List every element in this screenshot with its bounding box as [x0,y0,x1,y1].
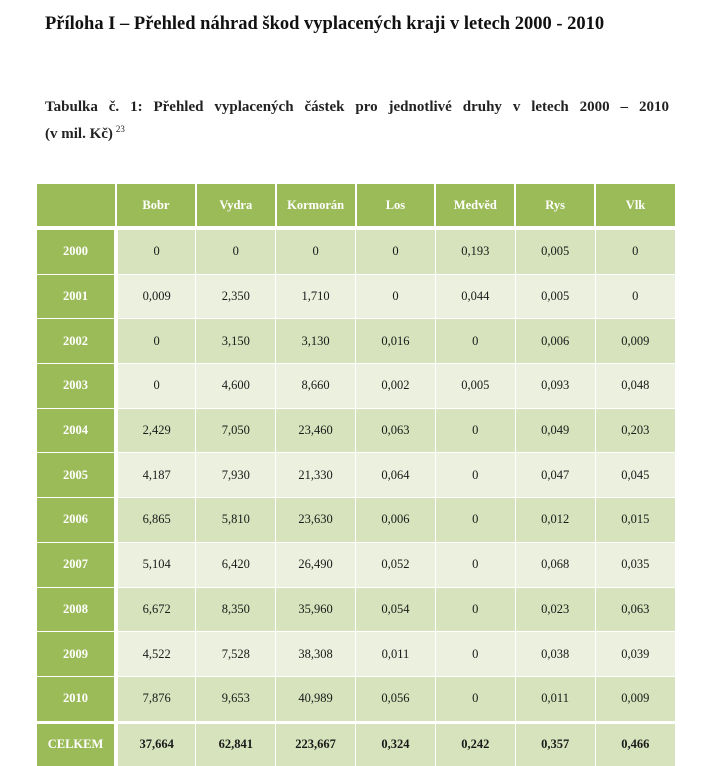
table-cell: 0,015 [595,498,675,543]
table-caption [45,96,669,145]
table-cell: 0 [435,542,515,587]
table-cell: 2,350 [196,274,276,319]
total-cell: 62,841 [196,722,276,766]
table-cell: 0 [116,319,196,364]
table-cell: 0,047 [515,453,595,498]
table-cell: 26,490 [276,542,356,587]
table-cell: 0,045 [595,453,675,498]
table-row [37,542,675,587]
row-year-label: 2002 [37,319,116,364]
table-cell: 0,063 [595,587,675,632]
column-header: Medvěd [435,184,515,228]
table-cell: 0,044 [435,274,515,319]
table-cell: 0 [595,228,675,274]
table-cell: 2,429 [116,408,196,453]
table-cell: 8,660 [276,364,356,409]
table-cell: 5,810 [196,498,276,543]
total-cell: 0,324 [356,722,436,766]
table-cell: 0 [595,274,675,319]
table-cell: 0,063 [356,408,436,453]
header-corner-cell [37,184,116,228]
table-cell: 38,308 [276,632,356,677]
caption-word: 2000 [579,99,610,115]
column-header: Rys [515,184,595,228]
caption-word: č. [108,99,120,115]
table-cell: 0 [276,228,356,274]
column-header: Vlk [595,184,675,228]
row-year-label: 2005 [37,453,116,498]
row-year-label: 2000 [37,228,116,274]
table-cell: 0 [116,364,196,409]
table-cell: 0 [356,274,436,319]
column-header: Kormorán [276,184,356,228]
caption-word: – [620,99,629,115]
table-cell: 0 [435,587,515,632]
table-cell: 0 [435,408,515,453]
table-cell: 0,012 [515,498,595,543]
table-row [37,319,675,364]
table-row [37,274,675,319]
table-cell: 40,989 [276,676,356,722]
table-row [37,453,675,498]
table-cell: 1,710 [276,274,356,319]
damages-table [37,184,675,766]
column-header: Vydra [196,184,276,228]
caption-word: 1: [130,99,143,115]
table-cell: 4,522 [116,632,196,677]
table-cell: 0,009 [116,274,196,319]
table-row [37,587,675,632]
table-cell: 0,054 [356,587,436,632]
caption-word: jednotlivé [388,99,452,115]
table-cell: 6,672 [116,587,196,632]
table-cell: 0 [196,228,276,274]
caption-word: v [512,99,521,115]
table-cell: 9,653 [196,676,276,722]
table-cell: 0,005 [435,364,515,409]
table-row [37,498,675,543]
row-year-label: 2003 [37,364,116,409]
total-cell: 0,357 [515,722,595,766]
caption-unit: (v mil. Kč) [45,126,113,142]
table-header-row [37,184,675,228]
table-cell: 0,064 [356,453,436,498]
table-cell: 0 [435,498,515,543]
table-cell: 0,005 [515,274,595,319]
table-cell: 7,876 [116,676,196,722]
table-cell: 0,056 [356,676,436,722]
table-cell: 21,330 [276,453,356,498]
table-cell: 0,035 [595,542,675,587]
table-cell: 0,009 [595,676,675,722]
table-body [37,228,675,722]
table-cell: 23,630 [276,498,356,543]
row-year-label: 2004 [37,408,116,453]
table-cell: 0,038 [515,632,595,677]
caption-word: pro [355,99,378,115]
total-cell: 37,664 [116,722,196,766]
row-year-label: 2006 [37,498,116,543]
table-cell: 7,050 [196,408,276,453]
table-cell: 0 [356,228,436,274]
table-cell: 6,865 [116,498,196,543]
table-cell: 0,068 [515,542,595,587]
table-cell: 0,006 [515,319,595,364]
table-cell: 0,049 [515,408,595,453]
caption-word: vyplacených [214,99,294,115]
caption-line-1 [45,96,669,118]
table-row [37,632,675,677]
footnote-marker: 23 [115,124,125,134]
table-cell: 0,011 [515,676,595,722]
table-cell: 0,023 [515,587,595,632]
table-cell: 0 [116,228,196,274]
table-cell: 7,528 [196,632,276,677]
table-cell: 8,350 [196,587,276,632]
table-cell: 0 [435,676,515,722]
caption-line-2 [45,118,669,145]
total-label: CELKEM [37,722,116,766]
table-cell: 0 [435,453,515,498]
table-cell: 6,420 [196,542,276,587]
table-row [37,408,675,453]
caption-word: Přehled [153,99,204,115]
table-cell: 0,005 [515,228,595,274]
row-year-label: 2008 [37,587,116,632]
table-cell: 4,600 [196,364,276,409]
total-cell: 0,242 [435,722,515,766]
caption-word: 2010 [638,99,669,115]
row-year-label: 2007 [37,542,116,587]
column-header: Los [356,184,436,228]
table-cell: 0,002 [356,364,436,409]
table-total-row [37,722,675,766]
table-cell: 0,016 [356,319,436,364]
table-cell: 3,150 [196,319,276,364]
row-year-label: 2001 [37,274,116,319]
table-row [37,676,675,722]
table-cell: 0,006 [356,498,436,543]
caption-word: druhy [462,99,502,115]
column-header: Bobr [116,184,196,228]
table-cell: 0,039 [595,632,675,677]
table-cell: 0,203 [595,408,675,453]
table-cell: 0 [435,319,515,364]
table-cell: 3,130 [276,319,356,364]
table-cell: 5,104 [116,542,196,587]
table-cell: 0,193 [435,228,515,274]
table-cell: 7,930 [196,453,276,498]
page-title: Příloha I – Přehled náhrad škod vyplacených kraji v letech 2000 - 2010 [45,14,605,34]
caption-word: Tabulka [45,99,98,115]
table-row [37,364,675,409]
table-cell: 0,052 [356,542,436,587]
table-cell: 4,187 [116,453,196,498]
table-cell: 0,048 [595,364,675,409]
table-row [37,228,675,274]
table-cell: 0,011 [356,632,436,677]
row-year-label: 2010 [37,676,116,722]
table-cell: 35,960 [276,587,356,632]
caption-word: letech [531,99,569,115]
total-cell: 0,466 [595,722,675,766]
row-year-label: 2009 [37,632,116,677]
caption-word: částek [304,99,345,115]
table-cell: 0 [435,632,515,677]
table-cell: 0,009 [595,319,675,364]
total-cell: 223,667 [276,722,356,766]
table-cell: 0,093 [515,364,595,409]
table-cell: 23,460 [276,408,356,453]
